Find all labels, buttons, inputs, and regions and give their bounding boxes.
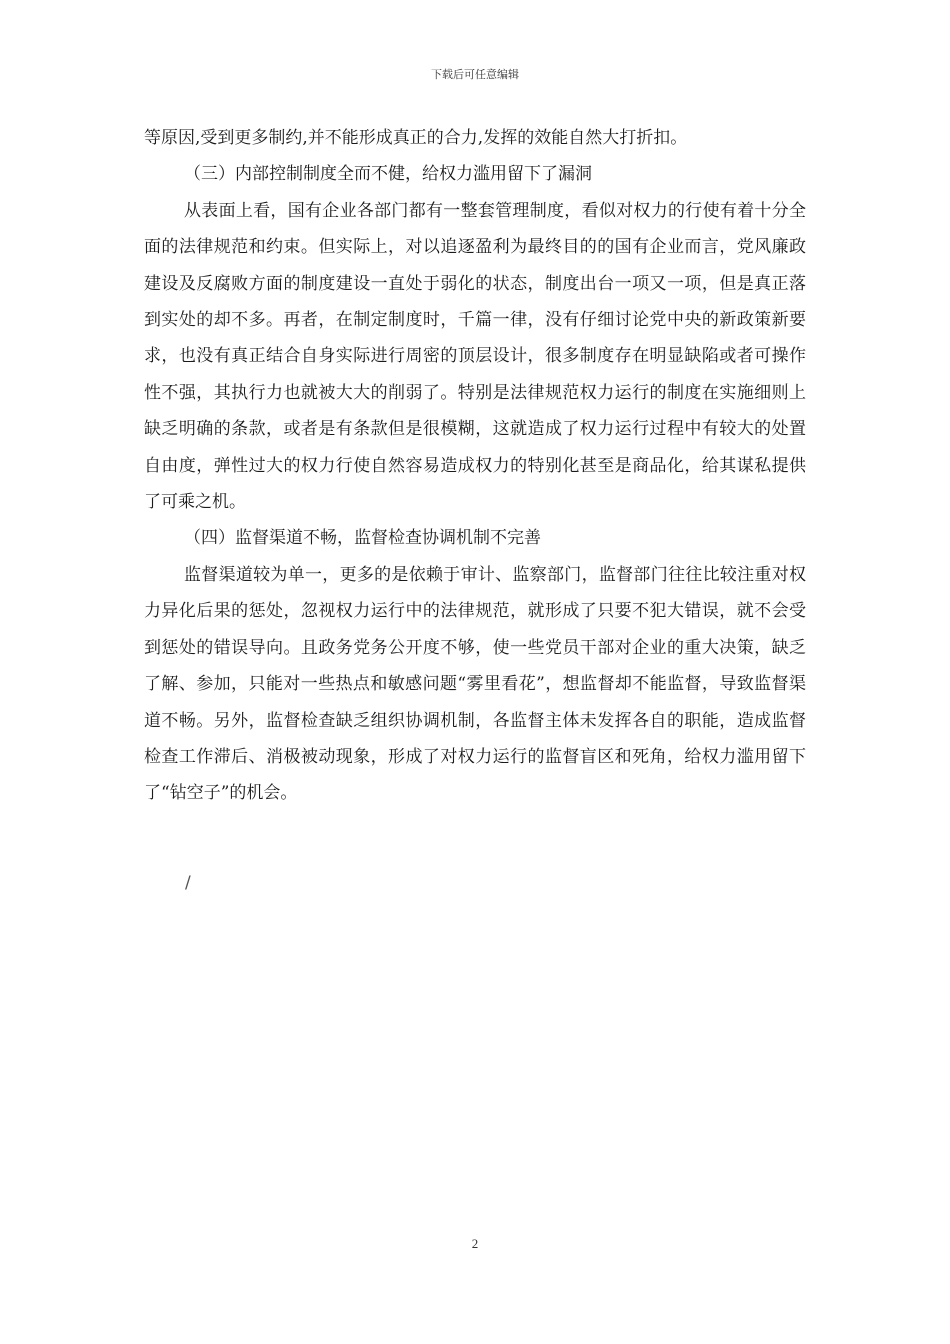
page-number: 2 — [471, 1236, 479, 1251]
page-header: 下载后可任意编辑 — [431, 68, 519, 81]
paragraph-body: 从表面上看，国有企业各部门都有一整套管理制度，看似对权力的行使有着十分全面的法律规范和约束。但实际上，对以追逐盈利为最终目的的国有企业而言，党风廉政建设及反腐败方面的制度建设一直处于弱化的状态，制度出台一项又一项，但是真正落到实处的却不多。再者，在制定制度时，千篇一律，没有仔细讨论党中央的新政策新要求，也没有真正结合自身实际进行周密的顶层设计，很多制度存在明显缺陷或者可操作性不强，其执行力也就被大大的削弱了。特别是法律规范权力运行的制度在实施细则上缺乏明确的条款，或者是有条款但是很模糊，这就造成了权力运行过程中有较大的处置自由度，弹性过大的权力行使自然容易造成权力的特别化甚至是商品化，给其谋私提供了可乘之机。 — [144, 200, 806, 513]
section-heading-4: （四）监督渠道不畅，监督检查协调机制不完善 — [184, 528, 541, 549]
document-body — [144, 120, 806, 812]
paragraph-continuation: 等原因,受到更多制约,并不能形成真正的合力,发挥的效能自然大打折扣。 — [144, 128, 688, 148]
paragraph-body: 监督渠道较为单一，更多的是依赖于审计、监察部门，监督部门往往比较注重对权力异化后果的惩处，忽视权力运行中的法律规范，就形成了只要不犯大错误，就不会受到惩处的错误导向。且政务党务公开度不够，使一些党员干部对企业的重大决策，缺乏了解、参加，只能对一些热点和敏感问题“雾里看花”，想监督却不能监督，导致监督渠道不畅。另外，监督检查缺乏组织协调机制，各监督主体未发挥各自的职能，造成监督检查工作滞后、消极被动现象，形成了对权力运行的监督盲区和死角，给权力滥用留下了“钻空子”的机会。 — [144, 564, 806, 804]
section-heading-3: （三）内部控制制度全而不健，给权力滥用留下了漏洞 — [184, 164, 592, 185]
stray-mark: / — [185, 873, 191, 893]
